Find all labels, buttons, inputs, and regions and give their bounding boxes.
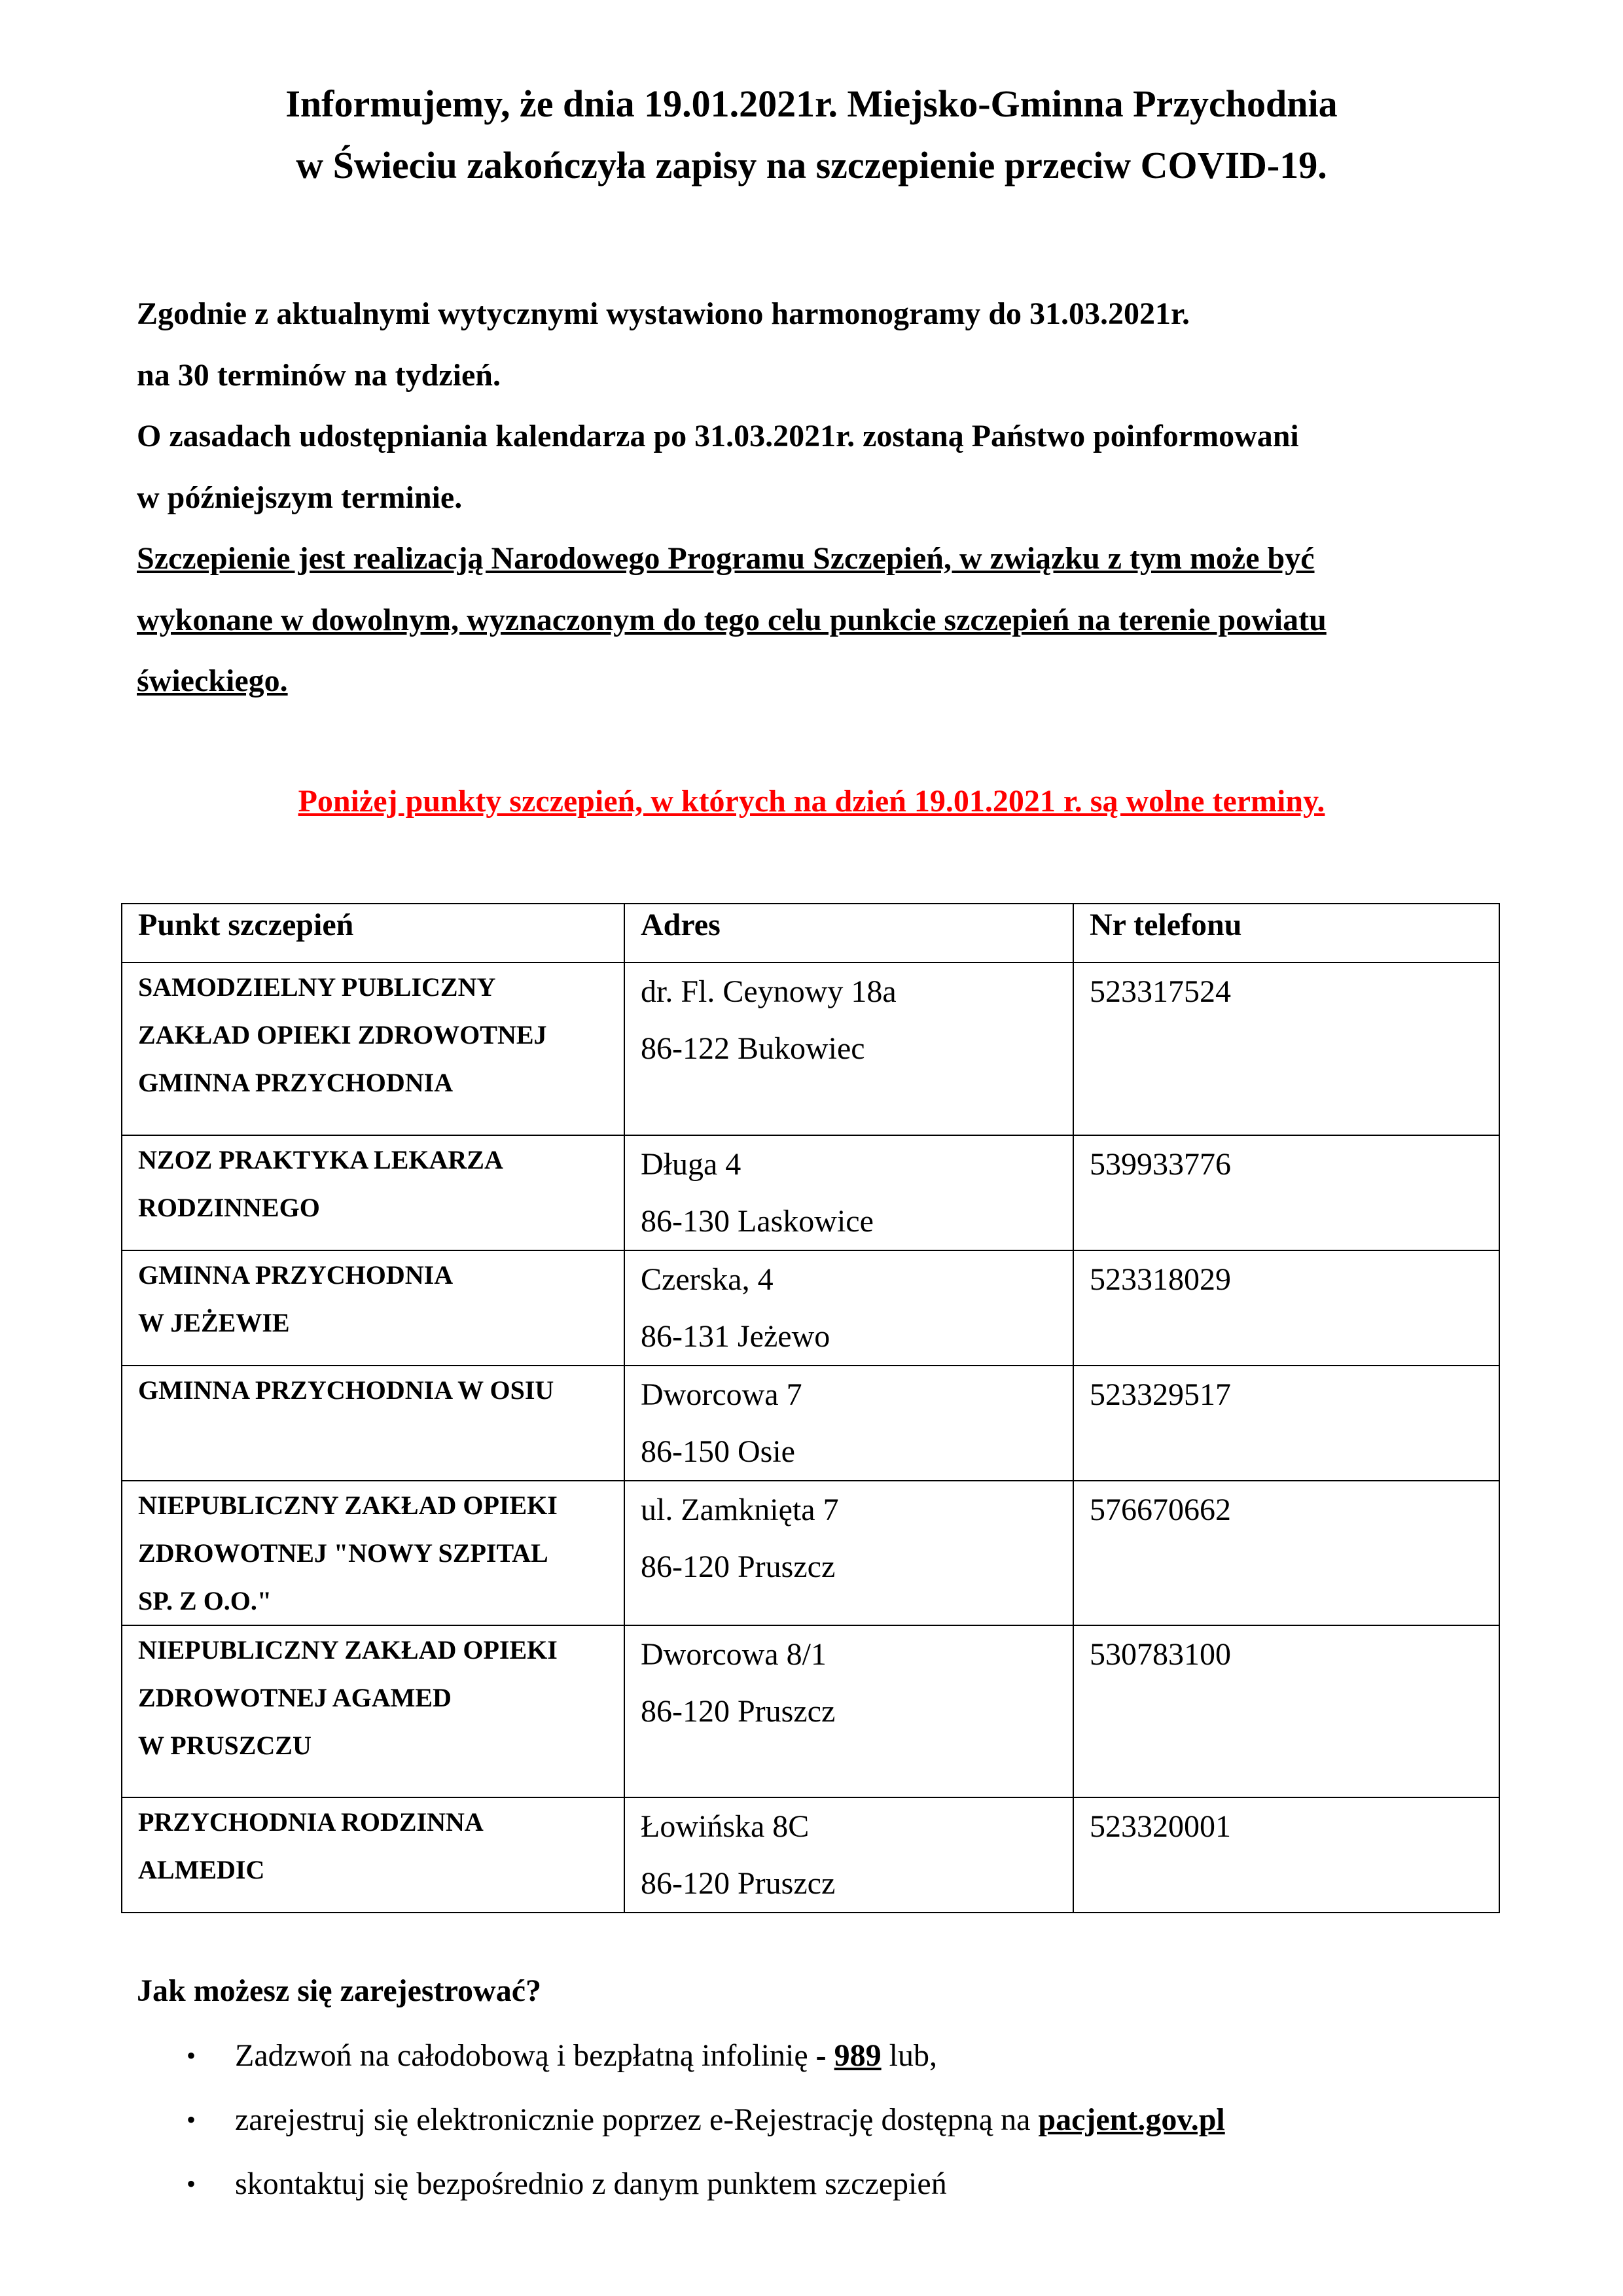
address-street: Czerska, 4 [641,1262,774,1297]
schedule-line-2: na 30 terminów na tydzień. [137,357,501,393]
program-line-1: Szczepienie jest realizacją Narodowego Programu Szczepień, w związku z tym może być [137,541,1315,576]
address-cell [624,1797,1073,1913]
schedule-line-1: Zgodnie z aktualnymi wytycznymi wystawiono harmonogramy do 31.03.2021r. [137,296,1190,331]
intro-section [137,283,1498,712]
table-row [122,1625,1499,1797]
address-cell [624,1366,1073,1481]
point-name-line: W PRUSZCZU [138,1731,312,1760]
phone-cell: 523317524 [1073,963,1499,1135]
point-name-line: SP. Z O.O." [138,1586,272,1616]
address-cell [624,1625,1073,1797]
bullet-icon: • [187,2169,196,2199]
address-city: 86-120 Pruszcz [641,1694,836,1729]
point-name-line: RODZINNEGO [138,1193,320,1222]
address-city: 86-120 Pruszcz [641,1549,836,1584]
pacjent-link[interactable]: pacjent.gov.pl [1038,2102,1225,2137]
phone-cell: 530783100 [1073,1625,1499,1797]
address-cell [624,1250,1073,1366]
list-item-text: Zadzwoń na całodobową i bezpłatną infolinię [235,2038,816,2073]
list-item-text: zarejestruj się elektronicznie poprzez e-Rejestrację dostępną na [235,2102,1039,2137]
point-name-cell [122,1797,624,1913]
phone-cell: 523320001 [1073,1797,1499,1913]
address-street: Długa 4 [641,1147,741,1182]
point-name-line: W JEŻEWIE [138,1308,290,1337]
header-phone: Nr telefonu [1073,904,1499,963]
title-line-1: Informujemy, że dnia 19.01.2021r. Miejsko-Gminna Przychodnia [285,82,1338,125]
point-name-line: GMINNA PRZYCHODNIA [138,1260,454,1290]
list-item [137,2152,1225,2216]
list-item-dash: - [815,2038,827,2073]
vaccination-points-table [121,903,1500,1913]
table-header-row [122,904,1499,963]
table-row [122,1250,1499,1366]
point-name-cell [122,1135,624,1250]
address-cell [624,1481,1073,1625]
free-slots-notice: Poniżej punkty szczepień, w których na dzień 19.01.2021 r. są wolne terminy. [298,784,1325,819]
address-city: 86-130 Laskowice [641,1204,874,1239]
list-item [137,2024,1225,2088]
address-cell [624,963,1073,1135]
program-line-3: świeckiego. [137,663,288,698]
list-item-text: skontaktuj się bezpośrednio z danym punktem szczepień [235,2166,947,2201]
address-street: dr. Fl. Ceynowy 18a [641,974,897,1009]
calendar-line-1: O zasadach udostępniania kalendarza po 31.03.2021r. zostaną Państwo poinformowani [137,419,1299,453]
point-name-line: ZAKŁAD OPIEKI ZDROWOTNEJ [138,1020,547,1050]
point-name-line: ZDROWOTNEJ AGAMED [138,1683,452,1712]
point-name-line: NIEPUBLICZNY ZAKŁAD OPIEKI [138,1491,558,1520]
header-point: Punkt szczepień [122,904,624,963]
address-street: Dworcowa 7 [641,1377,802,1412]
point-name-line: GMINNA PRZYCHODNIA [138,1068,454,1097]
address-city: 86-150 Osie [641,1434,795,1469]
title-line-2: w Świeciu zakończyła zapisy na szczepienie przeciw COVID-19. [296,144,1327,186]
calendar-line-2: w późniejszym terminie. [137,480,463,515]
table-row [122,1366,1499,1481]
phone-cell: 523329517 [1073,1366,1499,1481]
point-name-cell [122,1481,624,1625]
point-name-line: ALMEDIC [138,1855,265,1884]
point-name-cell [122,963,624,1135]
phone-cell: 523318029 [1073,1250,1499,1366]
point-name-line: ZDROWOTNEJ "NOWY SZPITAL [138,1538,548,1568]
address-city: 86-131 Jeżewo [641,1319,830,1354]
header-address: Adres [624,904,1073,963]
bullet-icon: • [187,2105,196,2134]
address-street: ul. Zamknięta 7 [641,1492,839,1527]
point-name-line: PRZYCHODNIA RODZINNA [138,1807,484,1837]
registration-list [137,2024,1225,2216]
point-name-cell [122,1366,624,1481]
program-line-2: wykonane w dowolnym, wyznaczonym do tego celu punkcie szczepień na terenie powiatu [137,602,1327,637]
table-row [122,1135,1499,1250]
address-city: 86-122 Bukowiec [641,1031,865,1066]
point-name-cell [122,1625,624,1797]
phone-cell: 576670662 [1073,1481,1499,1625]
point-name-line: GMINNA PRZYCHODNIA W OSIU [138,1375,554,1405]
address-street: Łowińska 8C [641,1809,810,1844]
list-item-suffix: lub, [881,2038,937,2073]
list-item [137,2088,1225,2152]
point-name-line: NIEPUBLICZNY ZAKŁAD OPIEKI [138,1635,558,1665]
table-row [122,1481,1499,1625]
table-row [122,1797,1499,1913]
address-street: Dworcowa 8/1 [641,1637,827,1672]
address-city: 86-120 Pruszcz [641,1866,836,1901]
table-row [122,963,1499,1135]
point-name-cell [122,1250,624,1366]
hotline-number: 989 [834,2038,882,2073]
point-name-line: NZOZ PRAKTYKA LEKARZA [138,1145,503,1174]
phone-cell: 539933776 [1073,1135,1499,1250]
page-title [0,73,1623,196]
registration-title: Jak możesz się zarejestrować? [137,1973,541,2008]
bullet-icon: • [187,2041,196,2070]
point-name-line: SAMODZIELNY PUBLICZNY [138,972,496,1002]
address-cell [624,1135,1073,1250]
